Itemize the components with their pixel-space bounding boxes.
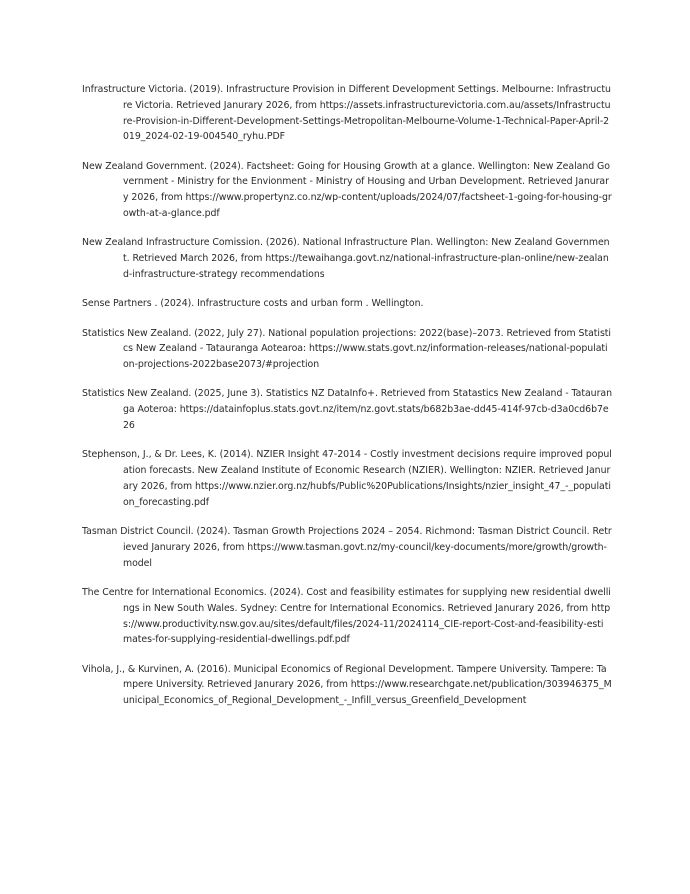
reference-entry: Infrastructure Victoria. (2019). Infrastructure Provision in Different Development Settings. Melbourne: Infrastructure Victoria. Retrieved Janurary 2026, from https://assets.infrastructurevictoria.com.au/assets/Infrastructure-Provision-in-Different-Development-Settings-Metropolitan-Melbourne-Volume-1-Technical-Paper-April-2019_2024-02-19-004540_ryhu.PDF xyxy=(82,84,611,143)
reference-list xyxy=(82,82,612,723)
reference-entry: The Centre for International Economics. (2024). Cost and feasibility estimates for supplying new residential dwellings in New South Wales. Sydney: Centre for International Economics. Retrieved Janurary 2026, from https://www.productivity.nsw.gov.au/sites/default/files/2024-11/2024114_CIE-report-Cost-and-feasibility-estimates-for-supplying-residential-dwellings.pdf.pdf xyxy=(82,586,611,646)
reference-entry: New Zealand Infrastructure Comission. (2026). National Infrastructure Plan. Wellington: New Zealand Government. Retrieved March 2026, from https://tewaihanga.govt.nz/national-infrastructure-plan-online/new-zealand-infrastructure-strategy recommendations xyxy=(82,237,610,280)
reference-entry: New Zealand Government. (2024). Factsheet: Going for Housing Growth at a glance. Wellington: New Zealand Government - Ministry for the Envionment - Ministry of Housing and Urban Development. Retrieved Janurary 2026, from https://www.propertynz.co.nz/wp-content/uploads/2024/07/factsheet-1-going-for-housing-growth-at-a-glance.pdf xyxy=(82,160,612,220)
reference-entry: Tasman District Council. (2024). Tasman Growth Projections 2024 – 2054. Richmond: Tasman District Council. Retrieved Janurary 2026, from https://www.tasman.govt.nz/my-council/key-documents/more/growth/growth-model xyxy=(82,526,612,569)
reference-entry: Statistics New Zealand. (2022, July 27). National population projections: 2022(base)–2073. Retrieved from Statistics New Zealand - Tatauranga Aotearoa: https://www.stats.govt.nz/information-releases/national-population-projections-2022base2073/#projection xyxy=(82,327,611,371)
reference-entry: Vihola, J., & Kurvinen, A. (2016). Municipal Economics of Regional Development. Tampere University. Tampere: Tampere University. Retrieved Janurary 2026, from https://www.researchgate.net/publication/303946375_Municipal_Economics_of_Regional_Development_-_Infill_versus_Greenfield_Development xyxy=(82,663,612,707)
reference-entry: Sense Partners . (2024). Infrastructure costs and urban form . Wellington. xyxy=(82,298,424,310)
reference-entry: Stephenson, J., & Dr. Lees, K. (2014). NZIER Insight 47-2014 - Costly investment decisions require improved population forecasts. New Zealand Institute of Economic Research (NZIER). Wellington: NZIER. Retrieved Janurary 2026, from https://www.nzier.org.nz/hubfs/Public%20Publications/Insights/nzier_insight_47_-_population_forecasting.pdf xyxy=(82,449,612,508)
reference-entry: Statistics New Zealand. (2025, June 3). Statistics NZ DataInfo+. Retrieved from Statastics New Zealand - Tatauranga Aoteroa: https://datainfoplus.stats.govt.nz/item/nz.govt.stats/b682b3ae-dd45-414f-97cb-d3a0cd6b7e26 xyxy=(82,388,612,432)
